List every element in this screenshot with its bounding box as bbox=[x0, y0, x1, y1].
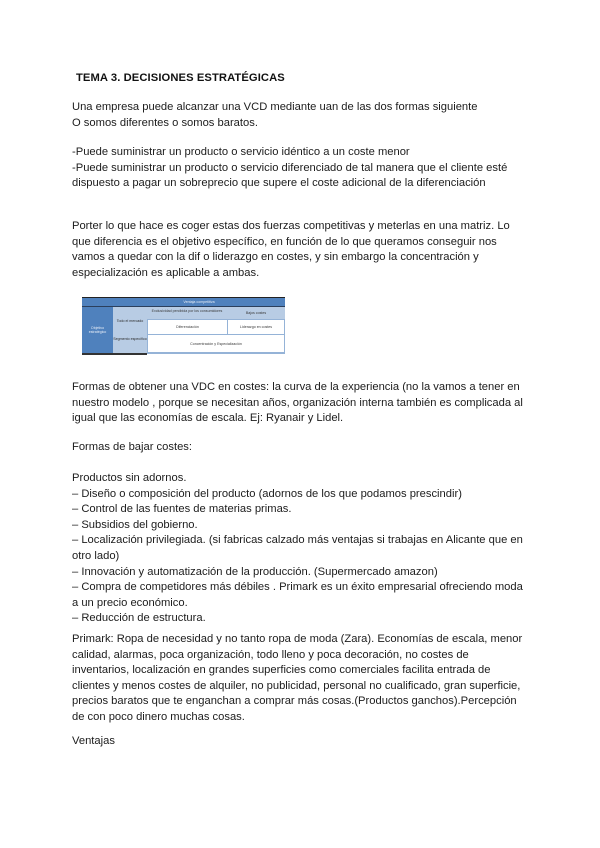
text-line: Formas de bajar costes: bbox=[72, 441, 193, 453]
concentracion-text: Concentración y Especialización bbox=[190, 341, 242, 346]
table-header-row bbox=[82, 298, 285, 306]
text-line: dispuesto a pagar un sobreprecio que supere el coste adicional de la diferenciación bbox=[72, 177, 486, 190]
text-line: -Puede suministrar un producto o servicio idéntico a un coste menor bbox=[72, 146, 410, 158]
text-line: nuestro modelo , porque se necesitan años, organización interna también es complicada al bbox=[72, 396, 523, 409]
text-line: que diferencia es el objetivo específico, en función de lo que queramos conseguir nos bbox=[72, 235, 497, 248]
list-item: – Subsidios del gobierno. bbox=[72, 518, 198, 531]
text-line: vamos a quedar con la dif o liderazgo en costes, y sin embargo la concentración y bbox=[72, 251, 479, 264]
text-line: Una empresa puede alcanzar una VCD mediante uan de las dos formas siguiente bbox=[72, 101, 478, 113]
text-line: precios baratos que te enganchan a comprar más cosas.(Productos ganchos).Percepción bbox=[72, 695, 517, 708]
table-border bbox=[147, 353, 285, 354]
text-line: clientes y menos costes de alquiler, no publicidad, personal no cualificado, gran superficie, bbox=[72, 679, 521, 692]
objetivo-label: Objetivo estratégico bbox=[88, 326, 107, 334]
porter-matrix-table bbox=[82, 297, 285, 355]
cell-liderazgo-costes bbox=[227, 319, 285, 335]
text-line: Ventajas bbox=[72, 735, 115, 747]
table-border bbox=[82, 353, 147, 355]
page-title: TEMA 3. DECISIONES ESTRATÉGICAS bbox=[76, 72, 285, 84]
intro-paragraph bbox=[72, 100, 542, 131]
col-header-exclusividad: Exclusividad percibida por los consumidores bbox=[151, 309, 223, 313]
list-item: – Reducción de estructura. bbox=[72, 612, 206, 625]
text-line: Formas de obtener una VDC en costes: la curva de la experiencia (no la vamos a tener en bbox=[72, 381, 520, 393]
list-item: – Diseño o composición del producto (adornos de los que podamos prescindir) bbox=[72, 487, 462, 500]
text-line: -Puede suministrar un producto o servicio diferenciado de tal manera que el cliente esté bbox=[72, 161, 508, 174]
text-line: inventarios, localización en grandes superficies como comerciales facilita entrada de bbox=[72, 664, 491, 677]
row-labels-column bbox=[113, 307, 147, 353]
list-heading: Productos sin adornos. bbox=[72, 472, 187, 484]
porter-paragraph bbox=[72, 219, 542, 281]
vdc-costes-paragraph bbox=[72, 380, 542, 427]
list-item: – Control de las fuentes de materias primas. bbox=[72, 503, 292, 516]
objetivo-estrategico-cell bbox=[82, 307, 113, 353]
row-label-todo-mercado: Todo el mercado bbox=[116, 319, 144, 323]
text-line: calidad, alarmas, poca organización, todo lleno y poca decoración, no costes de bbox=[72, 648, 469, 661]
cell-concentracion bbox=[147, 334, 285, 353]
col-header-bajos-costes: Bajos costes bbox=[245, 311, 267, 315]
cell-diferenciacion bbox=[147, 319, 228, 335]
text-line: especialización es aplicable a ambas. bbox=[72, 266, 260, 279]
header-ventaja-competitiva: Ventaja competitiva bbox=[183, 300, 215, 304]
diferenciacion-text: Diferenciación bbox=[176, 325, 199, 329]
list-item: a un precio económico. bbox=[72, 596, 188, 609]
primark-paragraph bbox=[72, 632, 542, 726]
text-line: Primark: Ropa de necesidad y no tanto ropa de moda (Zara). Economías de escala, menor bbox=[72, 633, 523, 645]
sub-header-row bbox=[147, 307, 285, 319]
text-line: Porter lo que hace es coger estas dos fuerzas competitivas y meterlas en una matriz. Lo bbox=[72, 220, 510, 232]
row-label-segmento: Segmento específico bbox=[113, 337, 147, 341]
list-item: – Innovación y automatización de la producción. (Supermercado amazon) bbox=[72, 565, 438, 578]
ventajas-heading bbox=[72, 734, 542, 750]
liderazgo-text: Liderazgo en costes bbox=[239, 325, 273, 329]
text-line: O somos diferentes o somos baratos. bbox=[72, 116, 258, 129]
text-line: de con poco dinero muchas cosas. bbox=[72, 710, 245, 723]
bajar-costes-heading bbox=[72, 440, 542, 456]
list-item: – Compra de competidores más débiles . Primark es un éxito empresarial ofreciendo moda bbox=[72, 581, 523, 594]
text-line: igual que las economías de escala. Ej: Ryanair y Lidel. bbox=[72, 412, 344, 425]
list-item: – Localización privilegiada. (si fabricas calzado más ventajas si trabajas en Alicante que en bbox=[72, 534, 523, 547]
options-paragraph bbox=[72, 145, 542, 192]
cost-reduction-list bbox=[72, 471, 542, 627]
list-item: otro lado) bbox=[72, 549, 120, 562]
